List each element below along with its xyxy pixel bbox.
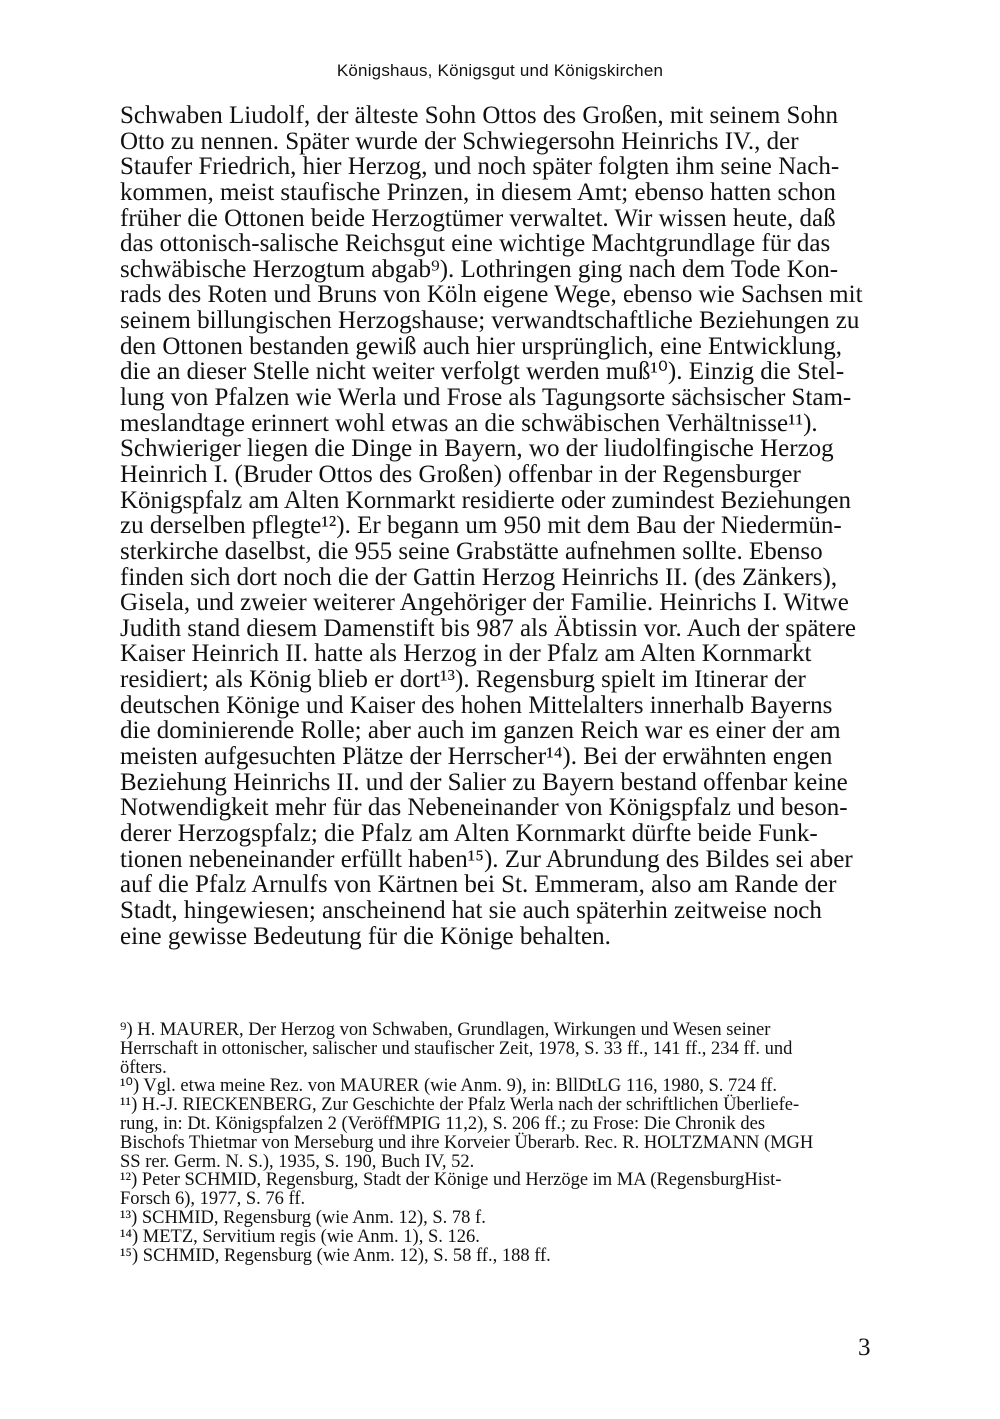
body-line: residiert; als König blieb er dort¹³). Regensburg spielt im Itinerar der bbox=[120, 666, 806, 694]
body-line: Stadt, hingewiesen; anscheinend hat sie auch späterhin zeitweise noch bbox=[120, 896, 822, 924]
body-line: zu derselben pflegte¹²). Er begann um 950 mit dem Bau der Niedermün- bbox=[120, 512, 842, 540]
footnote-line: rung, in: Dt. Königspfalzen 2 (VeröffMPIG 11,2), S. 206 ff.; zu Frose: Die Chronik des bbox=[120, 1113, 766, 1134]
body-line: rads des Roten und Bruns von Köln eigene Wege, ebenso wie Sachsen mit bbox=[120, 281, 863, 309]
footnote-line: ¹⁴) METZ, Servitium regis (wie Anm. 1), S. 126. bbox=[120, 1226, 480, 1247]
body-line: früher die Ottonen beide Herzogtümer verwaltet. Wir wissen heute, daß bbox=[120, 204, 836, 232]
body-line: Otto zu nennen. Später wurde der Schwiegersohn Heinrichs IV., der bbox=[120, 127, 799, 155]
footnotes bbox=[120, 1021, 880, 1265]
footnote-line: ¹⁵) SCHMID, Regensburg (wie Anm. 12), S. 58 ff., 188 ff. bbox=[120, 1245, 551, 1266]
footnote-line: Herrschaft in ottonischer, salischer und staufischer Zeit, 1978, S. 33 ff., 141 ff., 234 ff. und bbox=[120, 1038, 793, 1059]
body-line: deutschen Könige und Kaiser des hohen Mittelalters innerhalb Bayerns bbox=[120, 691, 833, 719]
body-line: Gisela, und zweier weiterer Angehöriger der Familie. Heinrichs I. Witwe bbox=[120, 589, 849, 617]
body-line: seinem billungischen Herzogshause; verwandtschaftliche Beziehungen zu bbox=[120, 307, 860, 335]
body-line: Kaiser Heinrich II. hatte als Herzog in der Pfalz am Alten Kornmarkt bbox=[120, 640, 812, 668]
footnote-line: ¹²) Peter SCHMID, Regensburg, Stadt der Könige und Herzöge im MA (RegensburgHist- bbox=[120, 1170, 782, 1191]
body-line: sterkirche daselbst, die 955 seine Grabstätte aufnehmen sollte. Ebenso bbox=[120, 537, 823, 565]
body-line: Schwaben Liudolf, der älteste Sohn Ottos des Großen, mit seinem Sohn bbox=[120, 102, 838, 129]
body-line: Judith stand diesem Damenstift bis 987 als Äbtissin vor. Auch der spätere bbox=[120, 614, 857, 642]
footnote-line: Bischofs Thietmar von Merseburg und ihre Korveier Überarb. Rec. R. HOLTZMANN (MGH bbox=[120, 1132, 814, 1153]
body-line: schwäbische Herzogtum abgab⁹). Lothringen ging nach dem Tode Kon- bbox=[120, 255, 839, 283]
footnote-line: SS rer. Germ. N. S.), 1935, S. 190, Buch IV, 52. bbox=[120, 1151, 475, 1172]
footnote-line: ¹⁰) Vgl. etwa meine Rez. von MAURER (wie Anm. 9), in: BllDtLG 116, 1980, S. 724 ff. bbox=[120, 1076, 777, 1097]
body-line: das ottonisch-salische Reichsgut eine wichtige Machtgrundlage für das bbox=[120, 230, 831, 258]
body-line: finden sich dort noch die der Gattin Herzog Heinrichs II. (des Zänkers), bbox=[120, 563, 838, 591]
running-head: Königshaus, Königsgut und Königskirchen bbox=[336, 61, 664, 80]
body-line: Staufer Friedrich, hier Herzog, und noch später folgten ihm seine Nach- bbox=[120, 153, 840, 181]
body-line: Beziehung Heinrichs II. und der Salier zu Bayern bestand offenbar keine bbox=[120, 768, 848, 796]
body-line: meslandtage erinnert wohl etwas an die schwäbischen Verhältnisse¹¹). bbox=[120, 409, 818, 437]
body-line: meisten aufgesuchten Plätze der Herrscher¹⁴). Bei der erwähnten engen bbox=[120, 743, 833, 771]
body-line: eine gewisse Bedeutung für die Könige behalten. bbox=[120, 922, 611, 950]
body-line: Königspfalz am Alten Kornmarkt residierte oder zumindest Beziehungen bbox=[120, 486, 852, 514]
body-line: tionen nebeneinander erfüllt haben¹⁵). Zur Abrundung des Bildes sei aber bbox=[120, 845, 853, 873]
body-line: Notwendigkeit mehr für das Nebeneinander von Königspfalz und beson- bbox=[120, 794, 848, 822]
body-text bbox=[120, 103, 880, 949]
footnote-line: ⁹) H. MAURER, Der Herzog von Schwaben, Grundlagen, Wirkungen und Wesen seiner bbox=[120, 1020, 771, 1040]
body-line: kommen, meist staufische Prinzen, in diesem Amt; ebenso hatten schon bbox=[120, 178, 836, 206]
body-line: lung von Pfalzen wie Werla und Frose als Tagungsorte sächsischer Stam- bbox=[120, 384, 852, 412]
body-line: die an dieser Stelle nicht weiter verfolgt werden muß¹⁰). Einzig die Stel- bbox=[120, 358, 845, 386]
body-line: Heinrich I. (Bruder Ottos des Großen) offenbar in der Regensburger bbox=[120, 460, 801, 488]
body-line: derer Herzogspfalz; die Pfalz am Alten Kornmarkt dürfte beide Funk- bbox=[120, 819, 818, 847]
body-line: die dominierende Rolle; aber auch im ganzen Reich war es einer der am bbox=[120, 717, 841, 745]
body-line: den Ottonen bestanden gewiß auch hier ursprünglich, eine Entwicklung, bbox=[120, 332, 843, 360]
footnote-line: ¹³) SCHMID, Regensburg (wie Anm. 12), S. 78 f. bbox=[120, 1207, 486, 1228]
footnote-line: öfters. bbox=[120, 1057, 167, 1078]
body-line: Schwieriger liegen die Dinge in Bayern, wo der liudolfingische Herzog bbox=[120, 435, 834, 463]
footnote-line: Forsch 6), 1977, S. 76 ff. bbox=[120, 1189, 306, 1210]
footnote-line: ¹¹) H.-J. RIECKENBERG, Zur Geschichte der Pfalz Werla nach der schriftlichen Überliefe- bbox=[120, 1095, 800, 1116]
body-line: auf die Pfalz Arnulfs von Kärtnen bei St. Emmeram, also am Rande der bbox=[120, 871, 837, 899]
page-number: 3 bbox=[858, 1334, 871, 1361]
